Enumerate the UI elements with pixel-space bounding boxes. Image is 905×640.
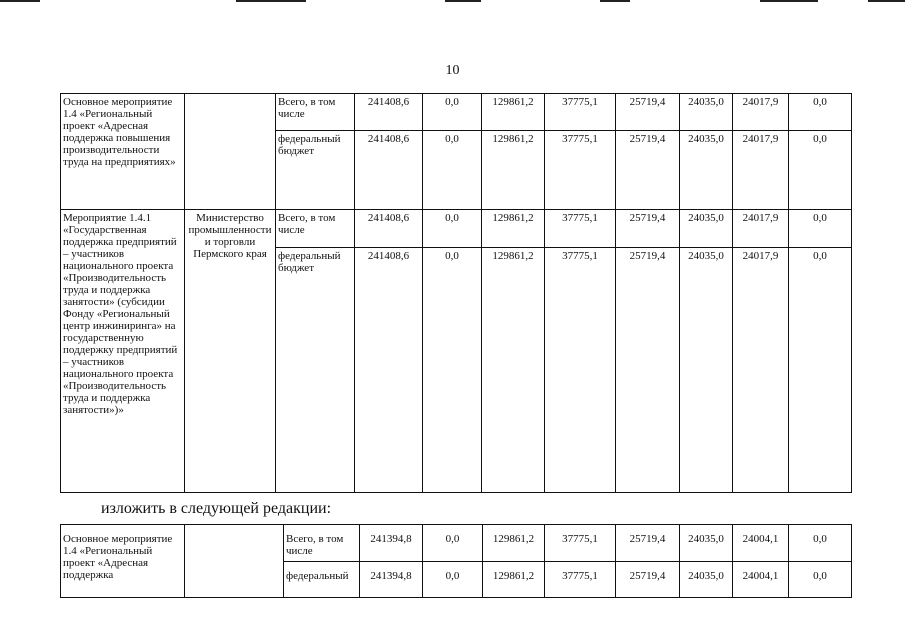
funding-source-cell: федеральный бюджет: [276, 248, 355, 493]
table-row: [61, 210, 852, 248]
value-cell: 0,0: [789, 131, 852, 210]
value-cell: 129861,2: [482, 248, 545, 493]
value-cell: 37775,1: [545, 562, 616, 598]
value-cell: 24035,0: [680, 94, 733, 131]
value-cell: 0,0: [789, 562, 852, 598]
value-cell: 0,0: [423, 562, 483, 598]
value-cell: 0,0: [789, 248, 852, 493]
value-cell: 0,0: [423, 210, 482, 248]
executor-cell: [185, 525, 284, 598]
value-cell: 241394,8: [360, 525, 423, 562]
old-budget-table: [60, 93, 852, 493]
instruction-text: изложить в следующей редакции:: [101, 500, 332, 517]
activity-name-cell: Основное мероприятие 1.4 «Региональный проект «Адресная поддержка: [61, 525, 185, 598]
table-row: [61, 94, 852, 131]
new-budget-table: [60, 524, 852, 598]
value-cell: 24017,9: [733, 248, 789, 493]
executor-cell: Министерство промышленности и торговли Пермского края: [185, 210, 276, 493]
value-cell: 0,0: [789, 525, 852, 562]
value-cell: 25719,4: [616, 94, 680, 131]
value-cell: 25719,4: [616, 525, 680, 562]
activity-name-cell: Основное мероприятие 1.4 «Региональный проект «Адресная поддержка повышения производительности труда на предприятиях»: [61, 94, 185, 210]
value-cell: 24035,0: [680, 131, 733, 210]
funding-source-cell: Всего, в том числе: [276, 94, 355, 131]
value-cell: 37775,1: [545, 248, 616, 493]
value-cell: 241408,6: [355, 94, 423, 131]
value-cell: 24035,0: [680, 562, 733, 598]
page-number: 10: [445, 63, 460, 78]
value-cell: 0,0: [423, 131, 482, 210]
value-cell: 129861,2: [483, 525, 545, 562]
value-cell: 129861,2: [483, 562, 545, 598]
value-cell: 0,0: [423, 248, 482, 493]
value-cell: 37775,1: [545, 210, 616, 248]
value-cell: 37775,1: [545, 525, 616, 562]
value-cell: 0,0: [423, 525, 483, 562]
value-cell: 0,0: [789, 210, 852, 248]
value-cell: 241394,8: [360, 562, 423, 598]
value-cell: 25719,4: [616, 248, 680, 493]
value-cell: 25719,4: [616, 131, 680, 210]
value-cell: 24017,9: [733, 94, 789, 131]
value-cell: 24035,0: [680, 248, 733, 493]
funding-source-cell: федеральный бюджет: [276, 131, 355, 210]
value-cell: 129861,2: [482, 210, 545, 248]
value-cell: 24035,0: [680, 525, 733, 562]
value-cell: 25719,4: [616, 562, 680, 598]
activity-name-cell: Мероприятие 1.4.1 «Государственная поддержка предприятий – участников национального проекта «Производительность труда и поддержка занятости» (субсидии Фонду «Региональный центр инжиниринга» на государственную поддержку предприятий – участников национального проекта «Производительность труда и поддержка занятости»)»: [61, 210, 185, 493]
value-cell: 0,0: [423, 94, 482, 131]
funding-source-cell: федеральный: [284, 562, 360, 598]
funding-source-cell: Всего, в том числе: [276, 210, 355, 248]
value-cell: 37775,1: [545, 94, 616, 131]
value-cell: 25719,4: [616, 210, 680, 248]
value-cell: 24035,0: [680, 210, 733, 248]
value-cell: 0,0: [789, 94, 852, 131]
value-cell: 241408,6: [355, 131, 423, 210]
value-cell: 24017,9: [733, 131, 789, 210]
value-cell: 24017,9: [733, 210, 789, 248]
executor-cell: [185, 94, 276, 210]
scan-edge-marks: [0, 0, 905, 3]
value-cell: 241408,6: [355, 248, 423, 493]
value-cell: 129861,2: [482, 94, 545, 131]
value-cell: 241408,6: [355, 210, 423, 248]
value-cell: 37775,1: [545, 131, 616, 210]
value-cell: 24004,1: [733, 562, 789, 598]
value-cell: 24004,1: [733, 525, 789, 562]
funding-source-cell: Всего, в том числе: [284, 525, 360, 562]
value-cell: 129861,2: [482, 131, 545, 210]
table-row: [61, 525, 852, 562]
